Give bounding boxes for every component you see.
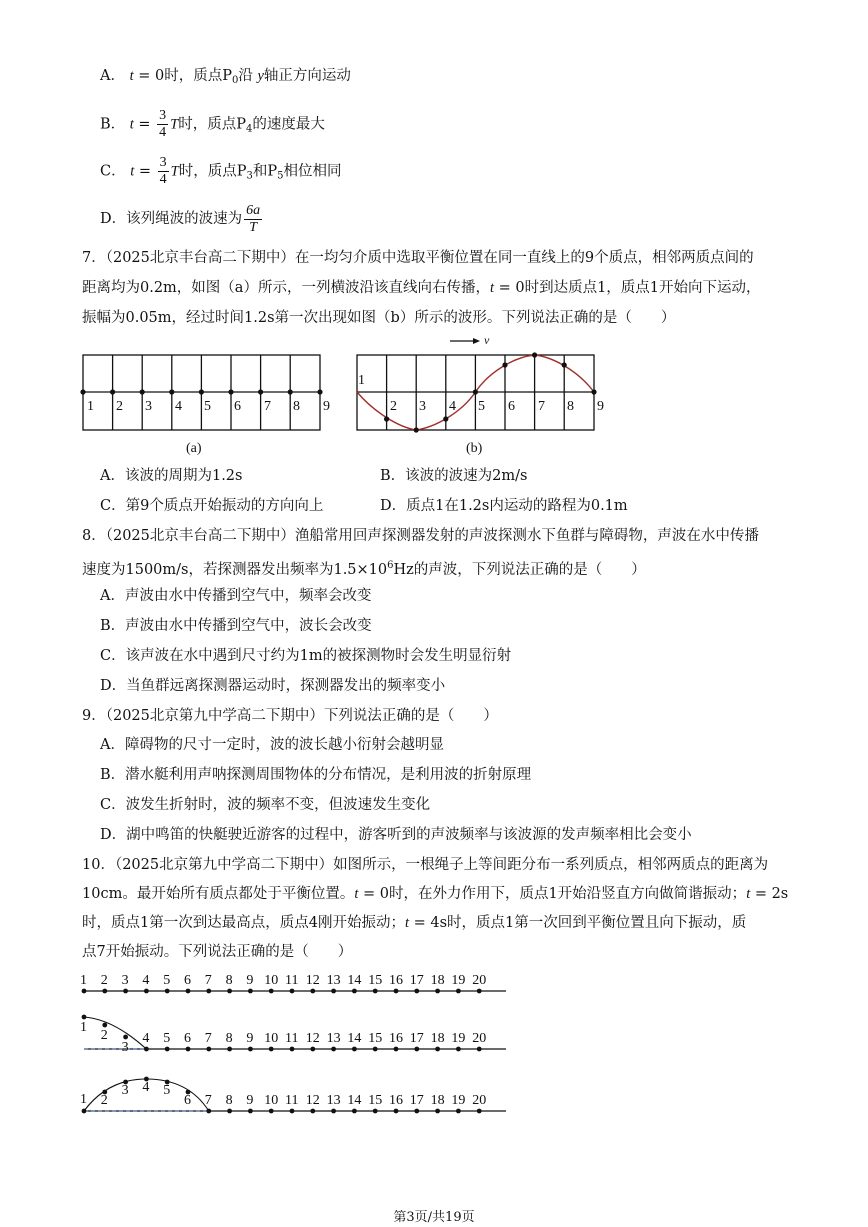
point-label: 6 xyxy=(234,399,241,414)
rope-point xyxy=(227,989,232,994)
q7-option-c: C．第9个质点开始振动的方向向上 xyxy=(100,498,324,514)
rope-point xyxy=(123,1035,128,1040)
rope-point xyxy=(373,1109,378,1114)
rope-point xyxy=(414,1109,419,1114)
rope-point-label: 11 xyxy=(285,1031,299,1046)
q10-rope-figure xyxy=(76,966,510,1126)
rope-point-label: 6 xyxy=(184,1093,191,1108)
rope-point-label: 15 xyxy=(368,1093,383,1108)
rope-point-label: 10 xyxy=(264,1093,279,1108)
rope-point-label: 9 xyxy=(246,973,254,988)
rope-point-label: 4 xyxy=(142,1031,150,1046)
fraction-3-4: $\frac{3}{4}$ xyxy=(159,155,167,187)
q8-stem-line2: 速度为1500m/s，若探测器发出频率为$1.5\times 10^6Hz$的声波，下列说法正确的是（ ） xyxy=(82,560,646,578)
q8-stem-line1: 8．（2025北京丰台高二下期中）渔船常用回声探测器发射的声波探测水下鱼群与障碍物，声波在水中传播 xyxy=(82,528,759,544)
rope-point-label: 17 xyxy=(409,1093,424,1108)
rope-point-label: 20 xyxy=(472,1093,487,1108)
page-footer: 第3页/共19页 xyxy=(393,1210,475,1225)
rope-point xyxy=(414,989,419,994)
rope-point xyxy=(394,1047,399,1052)
rope-point xyxy=(248,989,253,994)
rope-point-label: 8 xyxy=(225,1031,233,1046)
rope-point-label: 20 xyxy=(472,1031,487,1046)
q9-stem: 9．（2025北京第九中学高二下期中）下列说法正确的是（ ） xyxy=(82,708,498,724)
rope-point-label: 18 xyxy=(430,1093,445,1108)
rope-point xyxy=(456,989,461,994)
point-1 xyxy=(80,389,85,394)
rope-point-label: 7 xyxy=(204,1031,212,1046)
point-label: 3 xyxy=(419,399,426,414)
rope-point-label: 18 xyxy=(430,973,445,988)
rope-point xyxy=(206,989,211,994)
q6-option-c: C． t = $\frac{3}{4}$ T时，质点$P_3$和$P_5$相位相同 xyxy=(100,155,342,187)
rope-point xyxy=(310,989,315,994)
point-label: 8 xyxy=(567,399,574,414)
point-label: 9 xyxy=(323,399,330,414)
point-label: 7 xyxy=(538,399,545,414)
rope-point xyxy=(123,989,128,994)
figure-b-caption: (b) xyxy=(466,441,483,456)
rope-point xyxy=(373,989,378,994)
point-2 xyxy=(110,389,115,394)
rope-point-label: 20 xyxy=(472,973,487,988)
rope-point xyxy=(414,1047,419,1052)
rope-point-label: 19 xyxy=(451,973,466,988)
q7-stem-line1: 7．（2025北京丰台高二下期中）在一均匀介质中选取平衡位置在同一直线上的9个质点，相邻两质点间的 xyxy=(82,250,754,266)
point-3 xyxy=(140,389,145,394)
rope-point-label: 8 xyxy=(225,1093,233,1108)
rope-point-label: 17 xyxy=(409,1031,424,1046)
rope-point xyxy=(227,1047,232,1052)
point-label: 4 xyxy=(175,399,182,414)
rope-point xyxy=(82,1109,87,1114)
rope-point-label: 3 xyxy=(121,973,129,988)
q9-option-a: A．障碍物的尺寸一定时，波的波长越小衍射会越明显 xyxy=(100,737,444,753)
rope-point-label: 11 xyxy=(285,1093,299,1108)
point-label: 1 xyxy=(87,399,94,414)
rope-point xyxy=(331,989,336,994)
point-label: 2 xyxy=(116,399,123,414)
figure-a-caption: (a) xyxy=(186,441,202,456)
rope-point xyxy=(269,1109,274,1114)
rope-point-label: 13 xyxy=(326,1093,341,1108)
q10-stem-line3: 时，质点1第一次到达最高点，质点4刚开始振动；t = 4s时，质点1第一次回到平衡位置且向下振动，质 xyxy=(82,915,747,931)
rope-point xyxy=(186,1047,191,1052)
rope-point xyxy=(102,1023,107,1028)
q10-stem-line4: 点7开始振动。下列说法正确的是（ ） xyxy=(82,944,353,960)
q10-stem-line2: 10cm。最开始所有质点都处于平衡位置。t = 0时，在外力作用下，质点1开始沿竖直方向做简谐振动；t = 2s xyxy=(82,886,789,902)
rope-point-label: 18 xyxy=(430,1031,445,1046)
q6-option-b: B． t = $\frac{3}{4}$ T时，质点$P_4$的速度最大 xyxy=(100,108,325,140)
rope-point-label: 14 xyxy=(347,1031,362,1046)
q8-option-c: C．该声波在水中遇到尺寸约为1m的被探测物时会发生明显衍射 xyxy=(100,648,512,664)
q8-option-a: A．声波由水中传播到空气中，频率会改变 xyxy=(100,588,372,604)
q7-figure-a xyxy=(78,350,340,462)
q7-figure-b xyxy=(352,332,614,462)
rope-point-label: 1 xyxy=(80,973,87,988)
q7-stem-line3: 振幅为0.05m，经过时间1.2s第一次出现如图（b）所示的波形。下列说法正确的是（ ） xyxy=(82,310,676,326)
q7-option-b: B．该波的波速为2m/s xyxy=(380,468,528,484)
velocity-arrow-icon xyxy=(450,333,490,347)
rope-point xyxy=(165,989,170,994)
rope-point-label: 12 xyxy=(305,1031,320,1046)
rope-point xyxy=(165,1047,170,1052)
rope-point-label: 17 xyxy=(409,973,424,988)
rope-point xyxy=(477,989,482,994)
rope-point xyxy=(290,989,295,994)
point-label: 5 xyxy=(204,399,211,414)
rope-point-label: 2 xyxy=(100,1093,108,1108)
q7-option-a: A．该波的周期为1.2s xyxy=(100,468,243,484)
rope-point xyxy=(82,989,87,994)
wave-curve xyxy=(84,1017,146,1049)
point-label: 2 xyxy=(390,399,397,414)
rope-point xyxy=(352,1109,357,1114)
rope-point-label: 14 xyxy=(347,973,362,988)
rope-point-label: 2 xyxy=(100,973,108,988)
rope-point xyxy=(394,1109,399,1114)
rope-point-label: 15 xyxy=(368,1031,383,1046)
rope-point-label: 4 xyxy=(142,1080,150,1095)
rope-point xyxy=(352,1047,357,1052)
rope-point-label: 7 xyxy=(204,1093,212,1108)
rope-point-label: 9 xyxy=(246,1093,254,1108)
point-label: 6 xyxy=(508,399,515,414)
fraction-wave-speed: $\frac{6a}{T}$ xyxy=(246,202,261,235)
point-label: 4 xyxy=(449,399,456,414)
rope-point xyxy=(248,1109,253,1114)
rope-point-label: 13 xyxy=(326,973,341,988)
rope-point-label: 15 xyxy=(368,973,383,988)
rope-point-label: 5 xyxy=(163,973,171,988)
point-4 xyxy=(169,389,174,394)
rope-point-label: 4 xyxy=(142,973,150,988)
rope-point-label: 1 xyxy=(80,1092,87,1107)
rope-point-label: 11 xyxy=(285,973,299,988)
q9-option-d: D．湖中鸣笛的快艇驶近游客的过程中，游客听到的声波频率与该波源的发声频率相比会变小 xyxy=(100,827,692,843)
rope-point-label: 16 xyxy=(389,1093,403,1108)
point-label: 7 xyxy=(264,399,271,414)
rope-point-label: 12 xyxy=(305,1093,320,1108)
point-5 xyxy=(199,389,204,394)
rope-point-label: 12 xyxy=(305,973,320,988)
rope-point-label: 3 xyxy=(121,1083,129,1098)
rope-point xyxy=(394,989,399,994)
q7-stem-line2: 距离均为0.2m，如图（a）所示，一列横波沿该直线向右传播，t = 0时到达质点1，质点1开始向下运动， xyxy=(82,280,761,296)
point-label: 5 xyxy=(478,399,485,414)
q8-option-b: B．声波由水中传播到空气中，波长会改变 xyxy=(100,618,372,634)
point-label: 8 xyxy=(293,399,300,414)
rope-point-label: 16 xyxy=(389,1031,403,1046)
rope-point xyxy=(456,1109,461,1114)
rope-point xyxy=(477,1109,482,1114)
rope-point-label: 19 xyxy=(451,1093,466,1108)
rope-point xyxy=(206,1109,211,1114)
rope-point xyxy=(331,1109,336,1114)
rope-point-label: 5 xyxy=(163,1031,171,1046)
fraction-3-4: $\frac{3}{4}$ xyxy=(159,108,167,140)
rope-point-label: 7 xyxy=(204,973,212,988)
q10-stem-line1: 10．（2025北京第九中学高二下期中）如图所示，一根绳子上等间距分布一系列质点，相邻两质点的距离为 xyxy=(82,857,769,873)
svg-text:v: v xyxy=(484,333,490,347)
rope-point-label: 1 xyxy=(80,1020,87,1035)
rope-point xyxy=(435,1109,440,1114)
rope-point-label: 6 xyxy=(184,1031,191,1046)
q8-option-d: D．当鱼群远离探测器运动时，探测器发出的频率变小 xyxy=(100,678,446,694)
rope-point-label: 19 xyxy=(451,1031,466,1046)
rope-point xyxy=(227,1109,232,1114)
rope-point xyxy=(269,1047,274,1052)
rope-point xyxy=(310,1109,315,1114)
rope-point-label: 2 xyxy=(100,1028,108,1043)
rope-point xyxy=(82,1015,87,1020)
point-9 xyxy=(317,389,322,394)
rope-point xyxy=(477,1047,482,1052)
point-label: 9 xyxy=(597,399,604,414)
rope-point-label: 3 xyxy=(121,1040,129,1055)
point-8 xyxy=(288,389,293,394)
rope-point-label: 9 xyxy=(246,1031,254,1046)
q6-option-d: D．该列绳波的波速为 $\frac{6a}{T}$ xyxy=(100,202,261,235)
rope-point-label: 8 xyxy=(225,973,233,988)
rope-point xyxy=(310,1047,315,1052)
rope-point xyxy=(186,989,191,994)
rope-point-label: 10 xyxy=(264,1031,279,1046)
rope-point xyxy=(144,1047,149,1052)
rope-point xyxy=(435,1047,440,1052)
point-6 xyxy=(228,389,233,394)
rope-point-label: 5 xyxy=(163,1083,171,1098)
point-label: 1 xyxy=(358,373,365,388)
rope-point xyxy=(331,1047,336,1052)
q9-option-c: C．波发生折射时，波的频率不变，但波速发生变化 xyxy=(100,797,431,813)
rope-point xyxy=(102,989,107,994)
rope-point-label: 13 xyxy=(326,1031,341,1046)
q7-option-d: D．质点1在1.2s内运动的路程为0.1m xyxy=(380,498,628,514)
rope-point xyxy=(248,1047,253,1052)
point-label: 3 xyxy=(145,399,152,414)
rope-point xyxy=(435,989,440,994)
rope-point-label: 6 xyxy=(184,973,191,988)
rope-point xyxy=(290,1047,295,1052)
rope-point xyxy=(352,989,357,994)
rope-point xyxy=(206,1047,211,1052)
rope-point xyxy=(373,1047,378,1052)
rope-point-label: 16 xyxy=(389,973,403,988)
rope-point xyxy=(456,1047,461,1052)
rope-point-label: 14 xyxy=(347,1093,362,1108)
rope-point xyxy=(144,989,149,994)
q6-option-a: A． t = 0时，质点$P_0$沿 y轴正方向运动 xyxy=(100,68,351,86)
q9-option-b: B．潜水艇利用声呐探测周围物体的分布情况，是利用波的折射原理 xyxy=(100,767,532,783)
point-7 xyxy=(258,389,263,394)
rope-point xyxy=(269,989,274,994)
rope-point xyxy=(290,1109,295,1114)
rope-point-label: 10 xyxy=(264,973,279,988)
